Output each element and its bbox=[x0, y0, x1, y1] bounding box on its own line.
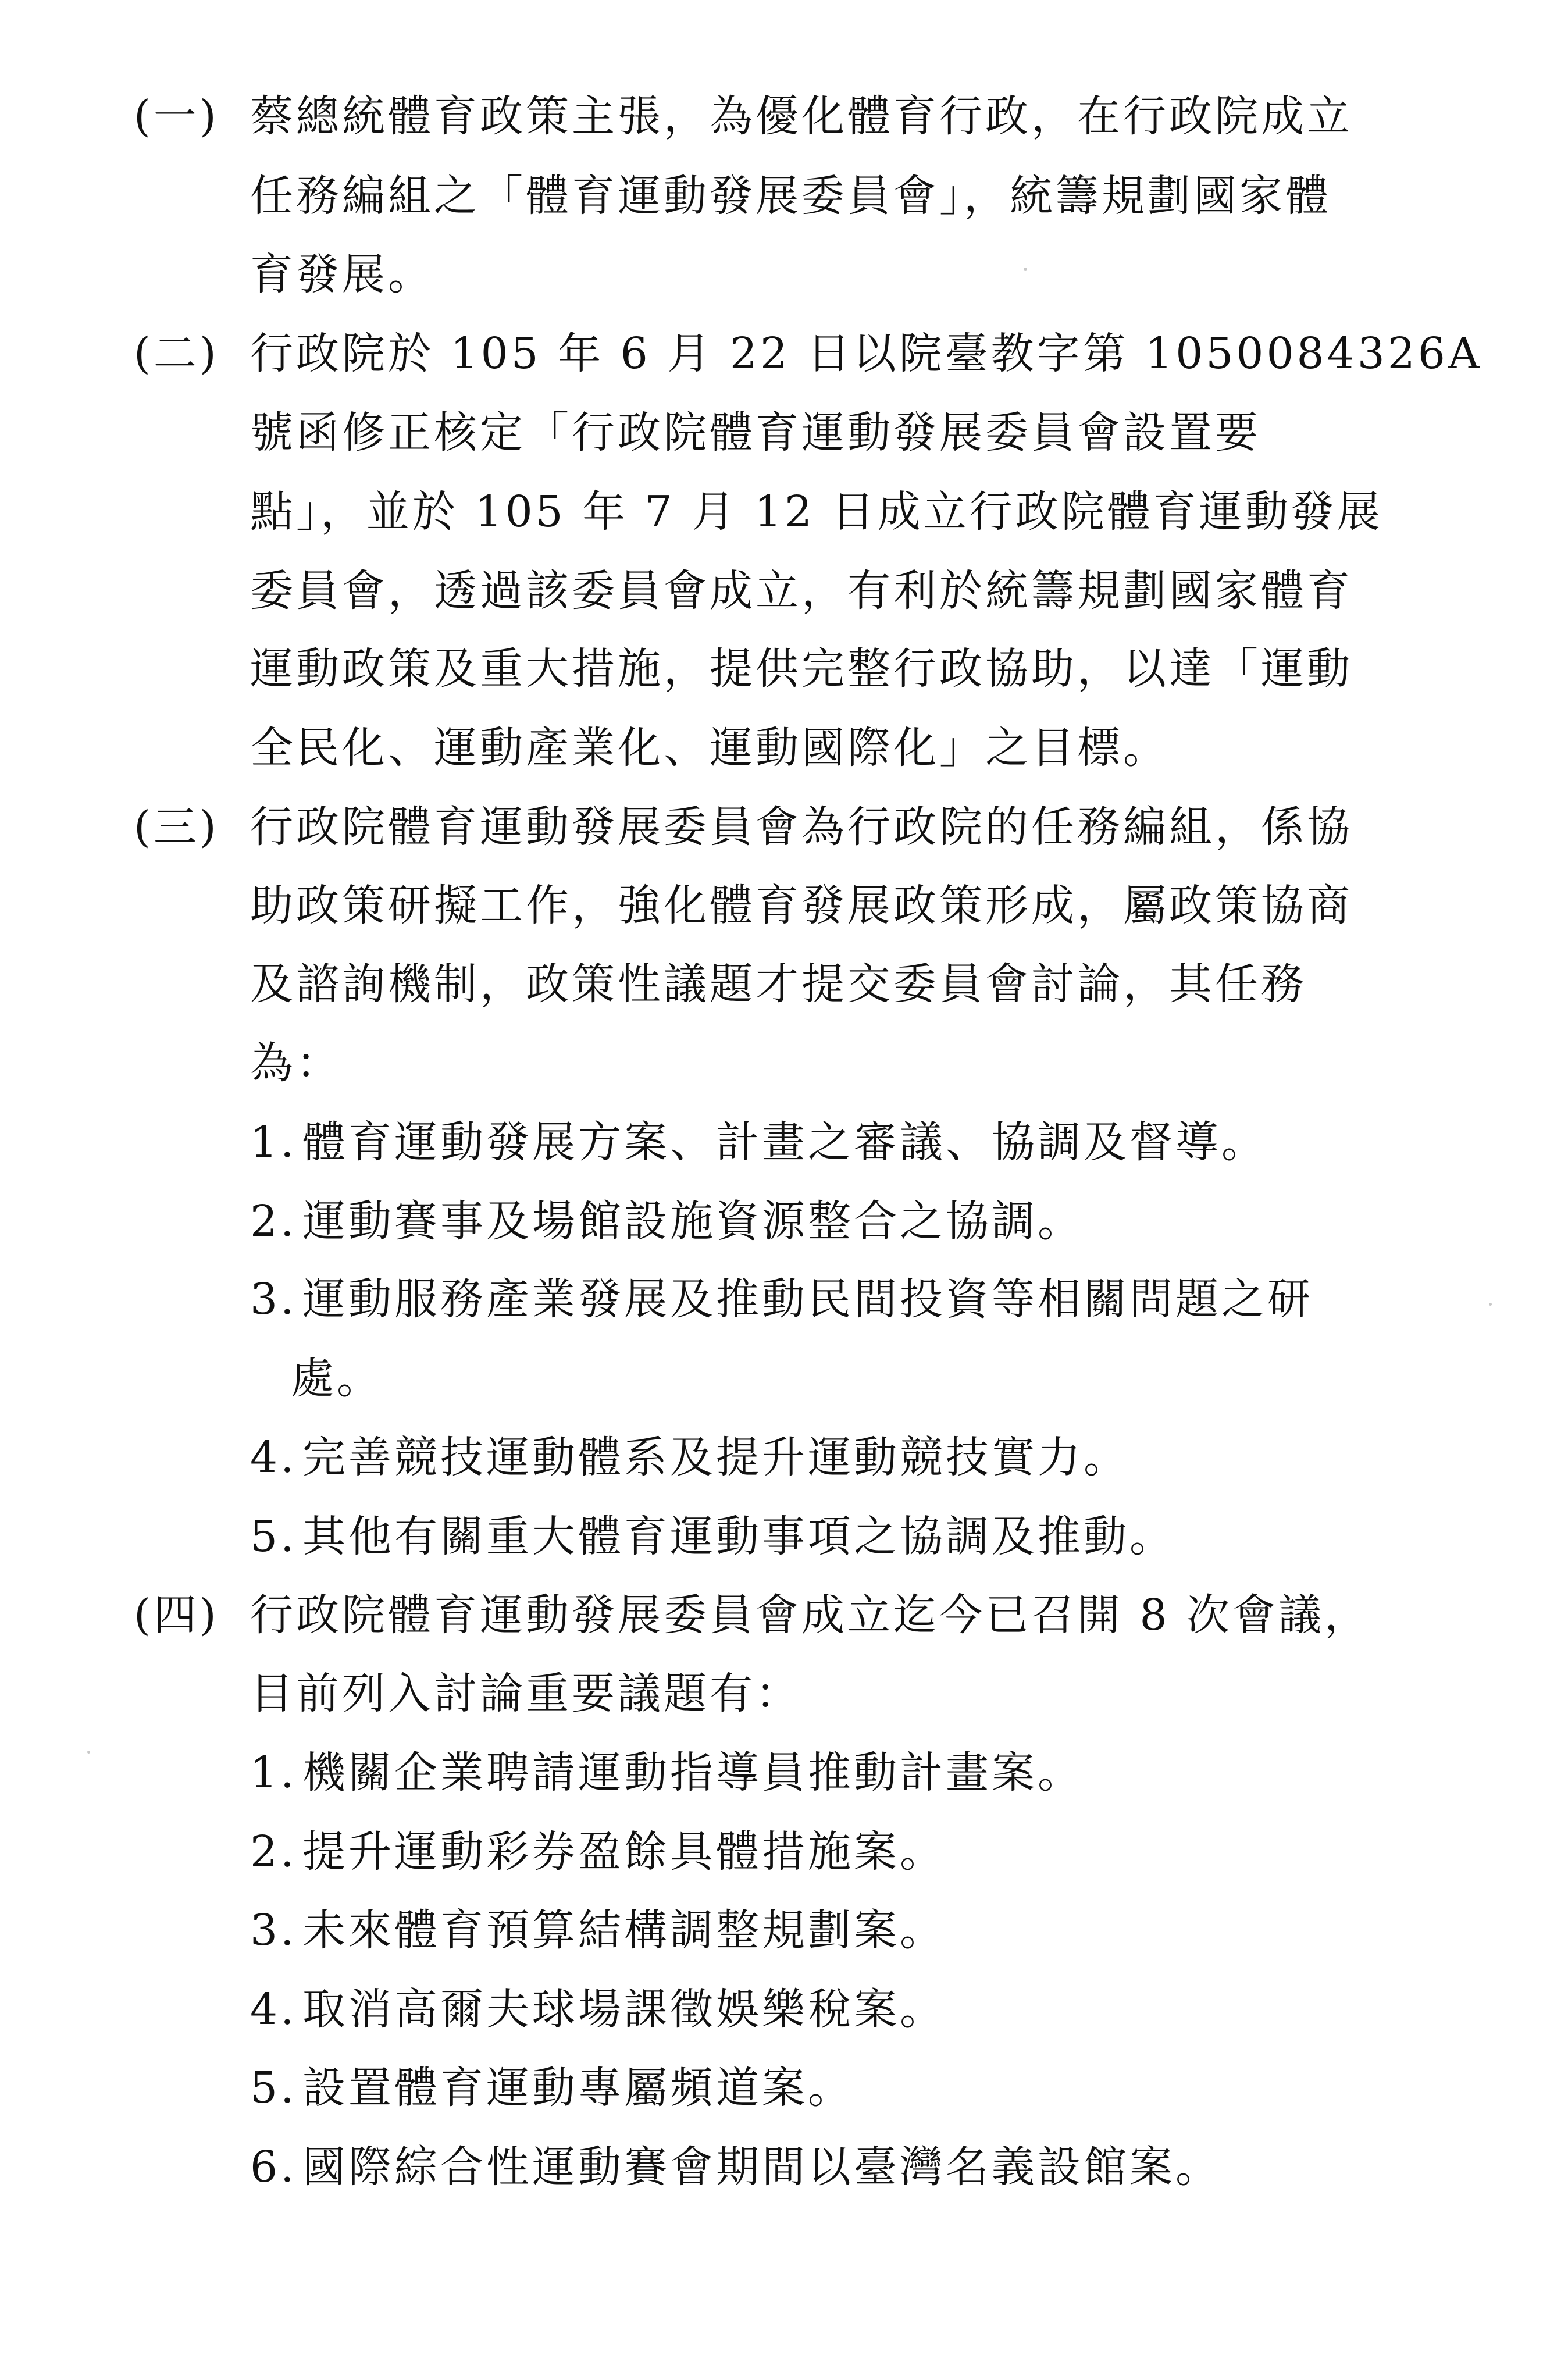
item-number: 5. bbox=[250, 1512, 297, 1562]
section-text: 行政院於 105 年 6 月 22 日以院臺教字第 1050084326A bbox=[250, 329, 1483, 379]
item-number: 3. bbox=[250, 1274, 297, 1324]
section-text: 號函修正核定「行政院體育運動發展委員會設置要 bbox=[250, 408, 1261, 458]
section-text: 蔡總統體育政策主張，為優化體育行政，在行政院成立 bbox=[250, 91, 1353, 141]
item-text: 取消高爾夫球場課徵娛樂稅案。 bbox=[302, 1984, 946, 2034]
item-number: 4. bbox=[250, 1984, 297, 2034]
item-text: 運動賽事及場館設施資源整合之協調。 bbox=[302, 1196, 1084, 1246]
section-text: 助政策研擬工作，強化體育發展政策形成，屬政策協商 bbox=[250, 881, 1353, 931]
section-text: 點」，並於 105 年 7 月 12 日成立行政院體育運動發展 bbox=[250, 487, 1383, 537]
item-number: 5. bbox=[250, 2063, 297, 2113]
section-marker: (三) bbox=[134, 802, 219, 852]
item-number: 2. bbox=[250, 1196, 297, 1246]
item-text: 國際綜合性運動賽會期間以臺灣名義設館案。 bbox=[302, 2142, 1221, 2192]
scan-speck bbox=[1024, 268, 1027, 271]
scan-speck bbox=[1489, 1303, 1492, 1306]
item-text: 體育運動發展方案、計畫之審議、協調及督導。 bbox=[302, 1117, 1267, 1167]
item-text: 運動服務產業發展及推動民間投資等相關問題之研 bbox=[302, 1274, 1313, 1324]
section-text: 運動政策及重大措施，提供完整行政協助，以達「運動 bbox=[250, 644, 1353, 694]
item-number: 4. bbox=[250, 1432, 297, 1483]
item-number: 1. bbox=[250, 1748, 297, 1798]
section-text: 及諮詢機制，政策性議題才提交委員會討論，其任務 bbox=[250, 959, 1307, 1009]
item-number: 2. bbox=[250, 1827, 297, 1877]
item-number: 6. bbox=[250, 2142, 297, 2192]
section-text: 行政院體育運動發展委員會為行政院的任務編組，係協 bbox=[250, 802, 1353, 852]
section-text: 任務編組之「體育運動發展委員會」，統籌規劃國家體 bbox=[250, 171, 1331, 221]
section-text: 全民化、運動產業化、運動國際化」之目標。 bbox=[250, 723, 1169, 773]
section-marker: (四) bbox=[134, 1590, 219, 1640]
item-text: 提升運動彩券盈餘具體措施案。 bbox=[302, 1827, 946, 1877]
section-marker: (一) bbox=[134, 91, 219, 141]
section-text: 為： bbox=[250, 1038, 342, 1088]
item-text: 完善競技運動體系及提升運動競技實力。 bbox=[302, 1432, 1129, 1483]
section-text: 行政院體育運動發展委員會成立迄今已召開 8 次會議， bbox=[250, 1590, 1371, 1640]
item-text: 機關企業聘請運動指導員推動計畫案。 bbox=[302, 1748, 1084, 1798]
section-text: 目前列入討論重要議題有： bbox=[250, 1669, 801, 1719]
scan-speck bbox=[87, 1751, 90, 1754]
item-text: 設置體育運動專屬頻道案。 bbox=[302, 2063, 854, 2113]
item-text: 處。 bbox=[291, 1353, 383, 1403]
section-text: 委員會，透過該委員會成立，有利於統籌規劃國家體育 bbox=[250, 566, 1353, 616]
item-number: 1. bbox=[250, 1117, 297, 1167]
item-text: 其他有關重大體育運動事項之協調及推動。 bbox=[302, 1512, 1175, 1562]
section-text: 育發展。 bbox=[250, 250, 434, 300]
item-number: 3. bbox=[250, 1905, 297, 1955]
item-text: 未來體育預算結構調整規劃案。 bbox=[302, 1905, 946, 1955]
section-marker: (二) bbox=[134, 329, 219, 379]
